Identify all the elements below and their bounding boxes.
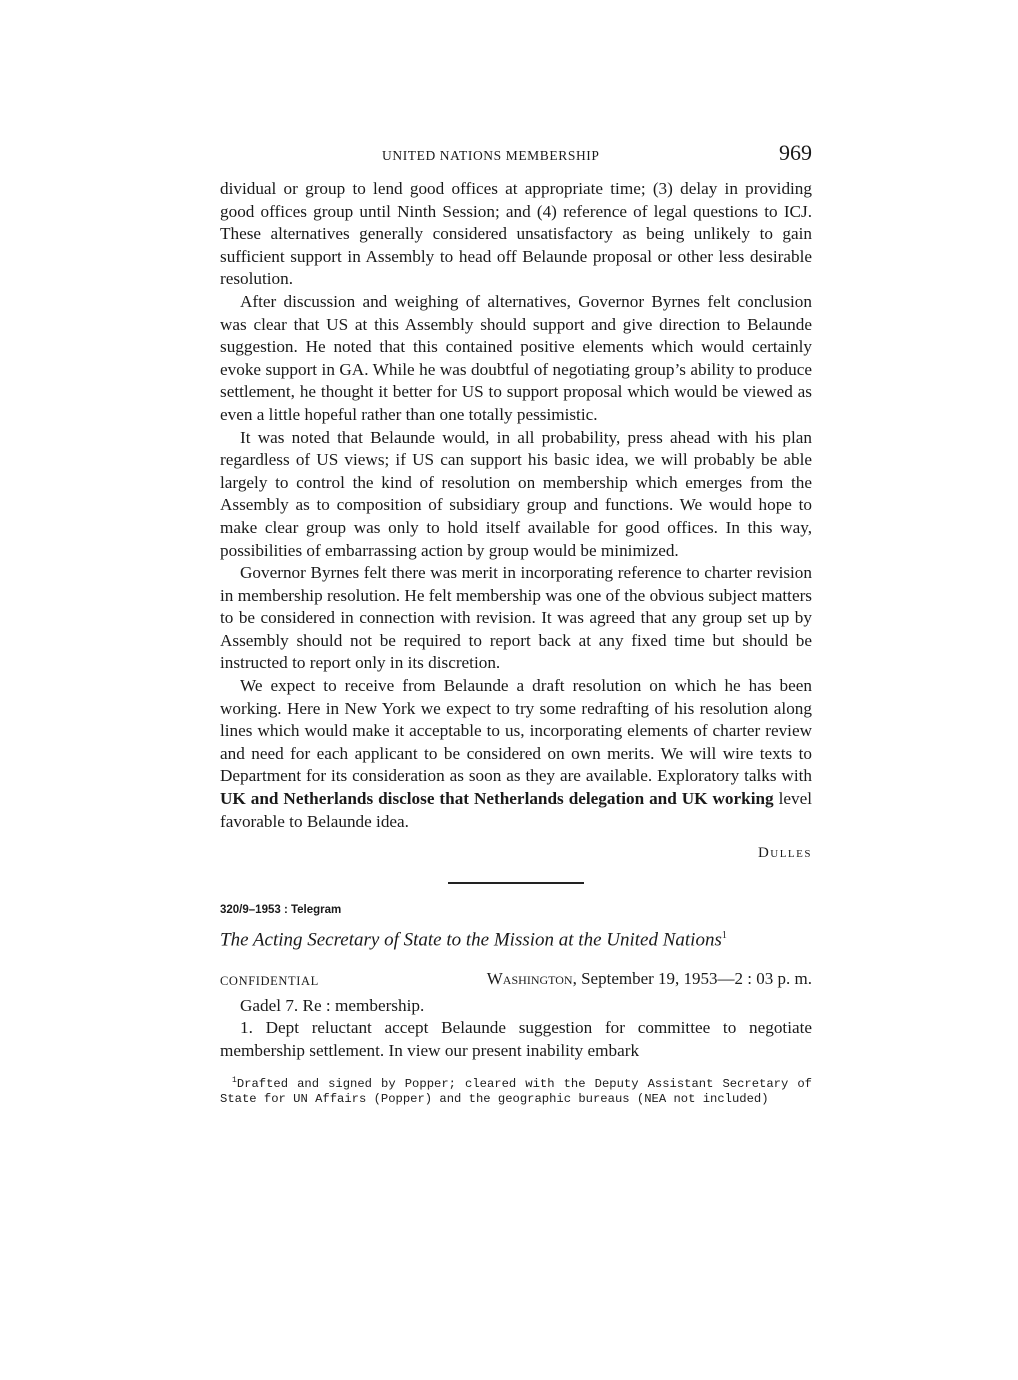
running-title: UNITED NATIONS MEMBERSHIP [382, 148, 600, 163]
paragraph: Governor Byrnes felt there was merit in incorporating reference to charter revision in membership resolution. He felt membership was one of the obvious subject matters to be considered in connection with revision. It was agreed that any group set up by Assembly should not be required to report back at any fixed time but should be instructed to report only in its discretion. [220, 563, 812, 673]
section-divider [448, 882, 584, 884]
running-head [220, 138, 812, 178]
signature: Dulles [757, 845, 812, 862]
paragraph: Gadel 7. Re : membership. [240, 995, 425, 1015]
date: , September 19, 1953—2 : 03 p. m. [572, 968, 812, 988]
paragraph-bold-text: UK and Netherlands disclose that Netherlands delegation and UK working [220, 789, 774, 809]
page-number: 969 [779, 140, 812, 165]
paragraph: It was noted that Belaunde would, in all probability, press ahead with his plan regardless of US views; if US can support his basic idea, we will probably be able largely to control the kind of resolution on membership which emerges from the Assembly as to composition of subsidiary group and functions. We would hope to make clear group was only to hold itself available for good offices. In this way, possibilities of embarrassing action by group would be minimized. [220, 427, 812, 560]
paragraph-text: We expect to receive from Belaunde a draft resolution on which he has been working. Here in New York we expect to try some redrafting of his resolution along lines which would make it acceptable to us, incorporating elements of charter review and need for each applicant to be considered on own merits. We will wire texts to Department for its consideration as soon as they are available. Exploratory talks with [220, 676, 812, 786]
place: Washington [486, 968, 573, 988]
paragraph-text-end: level favorable to Belaunde idea. [220, 789, 812, 831]
document-page [220, 138, 812, 1106]
paragraph: dividual or group to lend good offices at appropriate time; (3) delay in providing good offices group until Ninth Session; and (4) reference of legal questions to ICJ. These alternatives generally considered unsatisfactory as being unlikely to gain sufficient support in Assembly to head off Belaunde proposal or other less desirable resolution. [220, 179, 812, 289]
document-reference: 320/9–1953 : Telegram [220, 904, 342, 917]
document-title-text: The Acting Secretary of State to the Mission at the United Nations [220, 929, 722, 951]
paragraph: After discussion and weighing of alternatives, Governor Byrnes felt conclusion was clear that US at this Assembly should support and give direction to Belaunde suggestion. He noted that this contained positive elements which would certainly evoke support in GA. While he was doubtful of negotiating group’s ability to produce settlement, he thought it better for US to support proposal which would be viewed as even a little hopeful rather than one totally pessimistic. [220, 291, 812, 424]
footnote [220, 1074, 812, 1106]
document-title [220, 924, 812, 952]
telegram-text [220, 995, 812, 1063]
paragraph: 1. Dept reluctant accept Belaunde suggestion for committee to negotiate membership settlement. In view our present inability embark [220, 1018, 812, 1060]
place-date [487, 969, 812, 989]
dateline [220, 969, 812, 995]
body-text [220, 178, 812, 833]
paragraph [220, 675, 812, 833]
footnote-number: 1 [232, 1076, 237, 1086]
footnote-mark: 1 [721, 930, 727, 942]
classification: CONFIDENTIAL [220, 973, 319, 988]
footnote-text: Drafted and signed by Popper; cleared with the Deputy Assistant Secretary of State for UN Affairs (Popper) and the geographic bureaus (NEA not included) [220, 1077, 812, 1106]
